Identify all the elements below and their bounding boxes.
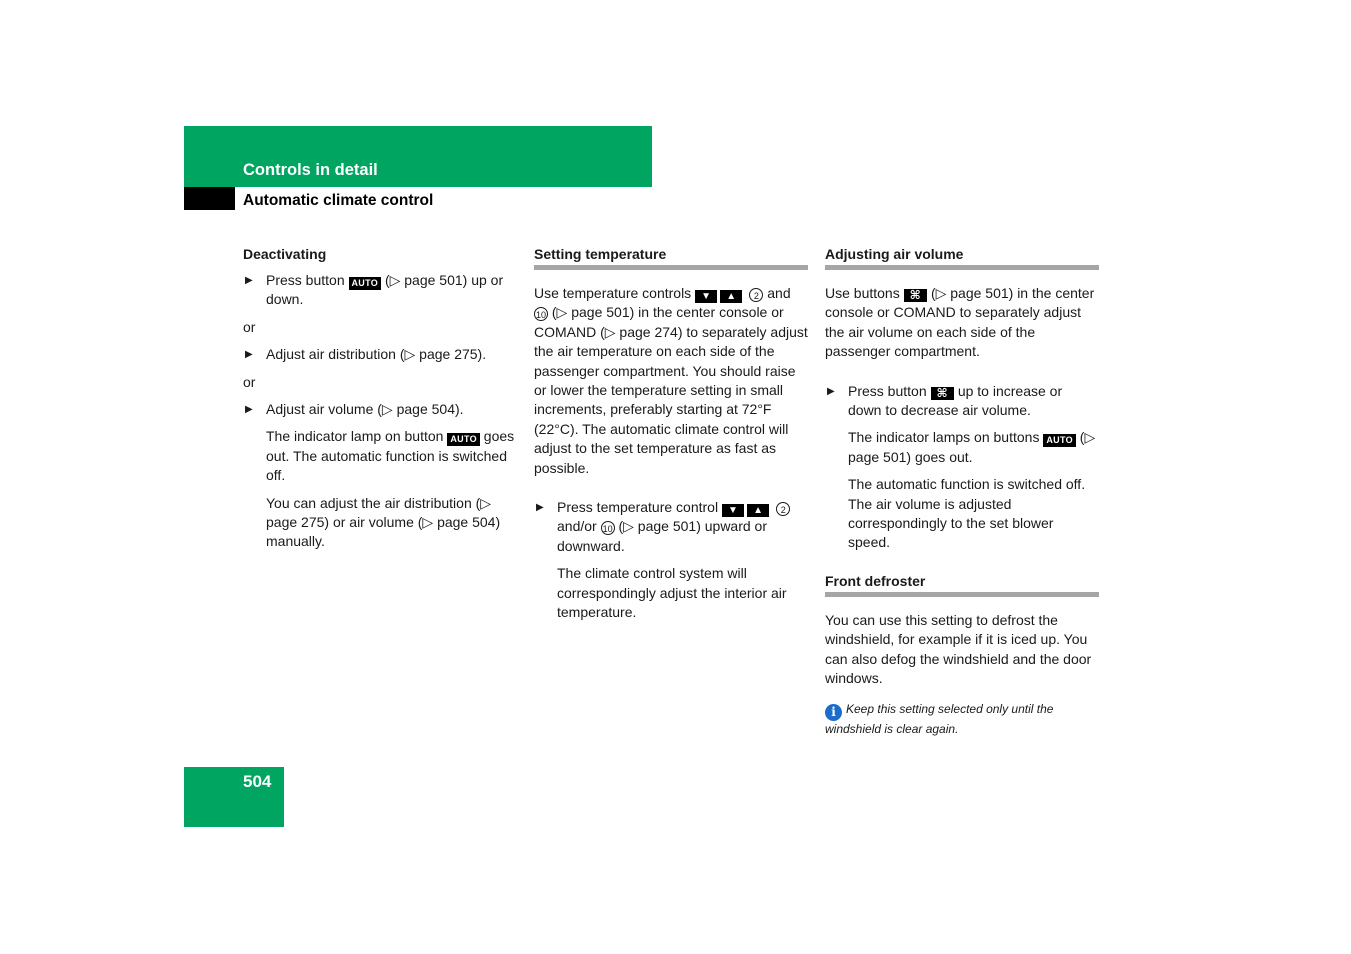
- up-arrow-button-icon: ▲: [747, 504, 769, 517]
- up-arrow-button-icon: ▲: [720, 290, 742, 303]
- page-number: 504: [243, 772, 272, 791]
- bullet-arrow-icon: ▶: [245, 275, 253, 286]
- callout-10-icon: 10: [534, 307, 548, 321]
- heading-front-defroster: Front defroster: [825, 572, 926, 589]
- paragraph: Use buttons ⌘ (▷ page 501) in the center console or COMAND to separately adjust the air volume on each side of the passenger compartment.: [825, 285, 1095, 360]
- heading-deactivating: Deactivating: [243, 246, 327, 262]
- subheader-marker: [184, 187, 235, 210]
- or-text: or: [243, 318, 256, 335]
- column-adjusting-air-volume: [825, 244, 1099, 738]
- indented-text: The climate control system will correspondingly adjust the interior air temperature.: [557, 565, 787, 621]
- fan-button-icon: ⌘: [904, 289, 927, 302]
- page-title: Automatic climate control: [243, 192, 434, 209]
- heading-setting-temperature: Setting temperature: [534, 246, 667, 262]
- info-icon: i: [825, 704, 842, 721]
- column-setting-temperature: [534, 244, 808, 631]
- bullet-arrow-icon: ▶: [536, 502, 544, 514]
- column-deactivating: [243, 244, 518, 560]
- paragraph: Use temperature controls ▼ ▲ 2 and 10 (▷ page 501) in the center console or COMAND (▷ page 274) to separately adjust the air temperature on each side of the passenger compartment. You should raise or lower the temperature setting in small increments, preferably starting at 72°F (22°C). The automatic climate control will adjust to the set temperature as fast as possible.: [534, 285, 808, 476]
- indented-text: The automatic function is switched off. The air volume is adjusted correspondingly to the set blower speed.: [848, 476, 1086, 551]
- bullet-arrow-icon: ▶: [245, 404, 253, 416]
- callout-10-icon: 10: [601, 521, 615, 535]
- list-item: ▶ Press button ⌘ up to increase or down to decrease air volume.: [827, 382, 1063, 419]
- heading-rule: [825, 265, 1099, 270]
- list-item: ▶ Adjust air distribution (▷ page 275).: [243, 345, 518, 364]
- auto-button-icon: AUTO: [349, 277, 382, 290]
- auto-button-icon: AUTO: [1043, 434, 1076, 447]
- heading-rule: [825, 592, 1099, 597]
- callout-2-icon: 2: [749, 288, 763, 302]
- list-item: ▶ Adjust air volume (▷ page 504).: [243, 400, 518, 419]
- auto-button-icon: AUTO: [447, 433, 480, 446]
- list-item: ▶ Press temperature control ▼ ▲ 2 and/or 10 (▷ page 501) upward or downward.: [534, 498, 808, 556]
- fan-button-icon: ⌘: [931, 387, 954, 400]
- info-note: i Keep this setting selected only until the windshield is clear again.: [825, 701, 1054, 736]
- paragraph: You can use this setting to defrost the windshield, for example if it is iced up. You can also defog the windshield and the door windows.: [825, 611, 1092, 687]
- down-arrow-button-icon: ▼: [722, 504, 744, 517]
- callout-2-icon: 2: [776, 502, 790, 516]
- heading-rule: [534, 265, 808, 270]
- bullet-arrow-icon: ▶: [827, 385, 835, 397]
- bullet-arrow-icon: ▶: [245, 349, 253, 361]
- heading-adjusting-air-volume: Adjusting air volume: [825, 246, 964, 262]
- list-item: ▶ Press button AUTO (▷ page 501) up or down.: [245, 272, 504, 308]
- or-text: or: [243, 373, 256, 390]
- section-title: Controls in detail: [243, 161, 378, 179]
- indented-text: The indicator lamp on button AUTO goes out. The automatic function is switched off.: [266, 428, 515, 484]
- indented-text: The indicator lamps on buttons AUTO (▷ page 501) goes out.: [848, 429, 1096, 465]
- down-arrow-button-icon: ▼: [695, 290, 717, 303]
- indented-text: You can adjust the air distribution (▷ page 275) or air volume (▷ page 504) manually.: [266, 494, 501, 550]
